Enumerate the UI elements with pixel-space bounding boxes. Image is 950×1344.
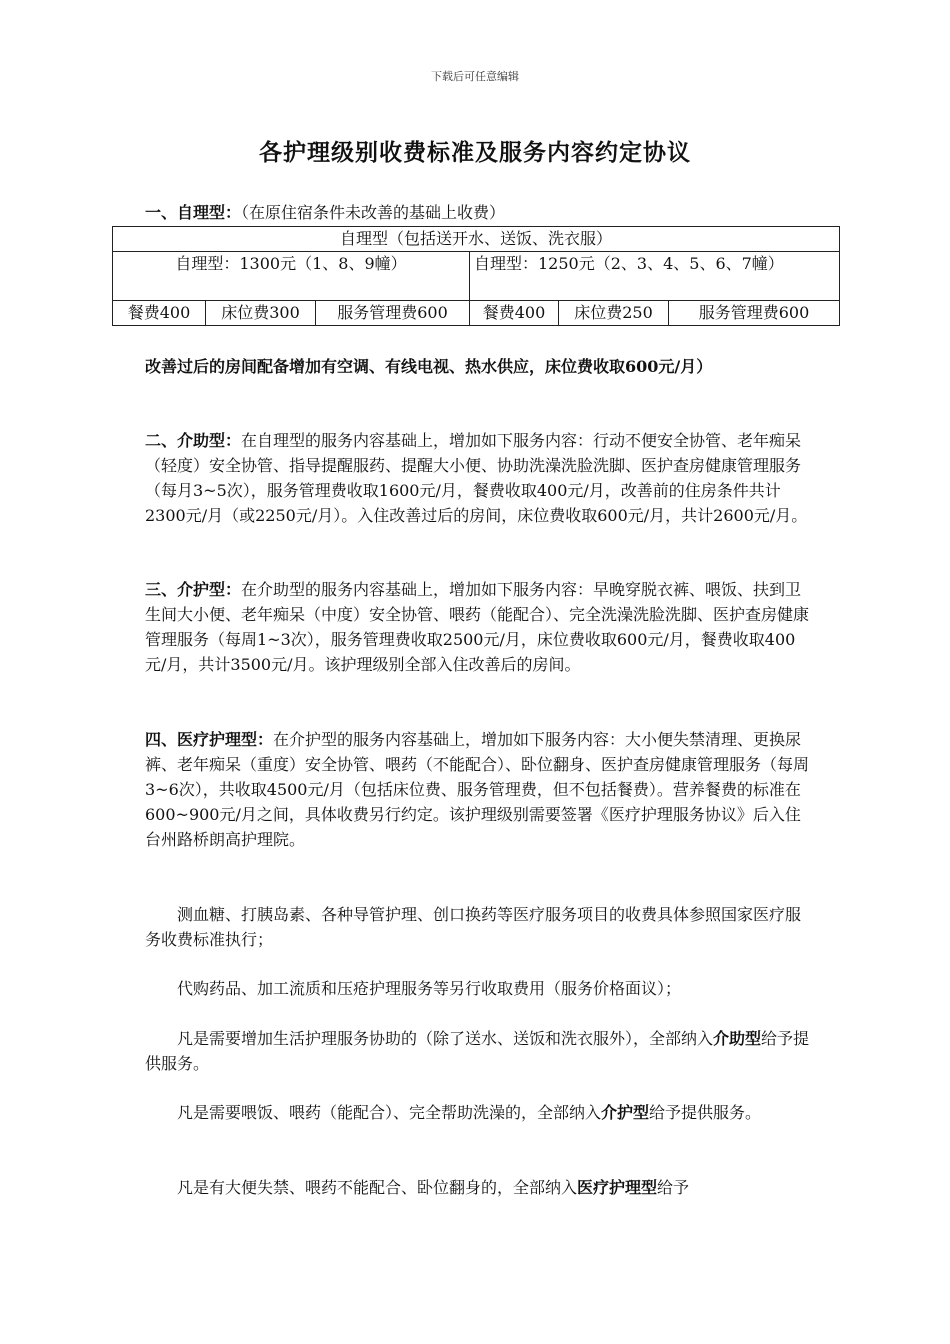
section1-text: （在原住宿条件未改善的基础上收费） <box>241 203 506 222</box>
assist-rule-paragraph <box>145 1026 810 1076</box>
section4-paragraph <box>145 727 810 852</box>
fee-table <box>112 226 840 326</box>
fee-cell: 餐费400 <box>470 301 559 326</box>
section2-paragraph <box>145 428 810 528</box>
assist-rule-text: 凡是需要增加生活护理服务协助的（除了送水、送饭和洗衣服外），全部纳入 <box>177 1029 714 1048</box>
purchase-service-paragraph: 代购药品、加工流质和压疮护理服务等另行收取费用（服务价格面议）； <box>177 979 682 998</box>
fee-cell: 服务管理费600 <box>316 301 470 326</box>
care-rule-paragraph <box>145 1100 810 1125</box>
fee-cell: 床位费250 <box>559 301 669 326</box>
section3-paragraph <box>145 577 810 677</box>
table-row <box>113 252 840 301</box>
group-a-cell: 自理型：1300元（1、8、9幢） <box>113 252 470 301</box>
medcare-rule-level: 医疗护理型 <box>577 1178 658 1197</box>
assist-rule-tail: 给予提供服务。 <box>145 1029 810 1073</box>
group-b-cell: 自理型：1250元（2、3、4、5、6、7幢） <box>470 252 840 301</box>
medcare-rule-text: 凡是有大便失禁、喂药不能配合、卧位翻身的，全部纳入 <box>177 1178 578 1197</box>
medcare-rule-tail: 给予 <box>657 1178 690 1197</box>
table-row <box>113 301 840 326</box>
table-header-cell: 自理型（包括送开水、送饭、洗衣服） <box>113 227 840 252</box>
section1-label: 一、自理型： <box>145 203 242 222</box>
fee-cell: 床位费300 <box>206 301 316 326</box>
care-rule-level: 介护型 <box>601 1103 650 1122</box>
section3-text: 在介助型的服务内容基础上，增加如下服务内容：早晚穿脱衣裤、喂饭、扶到卫生间大小便、老年痴呆（中度）安全协管、喂药（能配合）、完全洗澡洗脸洗脚、医护查房健康管理服务（每周1~3次），服务管理费收取2500元/月，床位费收取600元/月，餐费收取400元/月，共计3500元/月。该护理级别全部入住改善后的房间。 <box>145 580 810 674</box>
section4-text: 在介护型的服务内容基础上，增加如下服务内容：大小便失禁清理、更换尿裤、老年痴呆（重度）安全协管、喂药（不能配合）、卧位翻身、医护查房健康管理服务（每周3~6次），共收取4500元/月（包括床位费、服务管理费，但不包括餐费）。营养餐费的标准在600~900元/月之间，具体收费另行约定。该护理级别需要签署《医疗护理服务协议》后入住台州路桥朗高护理院。 <box>145 730 810 849</box>
section4-label: 四、医疗护理型： <box>145 730 274 749</box>
section1-heading <box>145 200 805 225</box>
assist-rule-level: 介助型 <box>713 1029 762 1048</box>
section3-label: 三、介护型： <box>145 580 242 599</box>
header-note: 下载后可任意编辑 <box>431 70 519 83</box>
table-row <box>113 227 840 252</box>
care-rule-tail: 给予提供服务。 <box>649 1103 762 1122</box>
improved-room-note: 改善过后的房间配备增加有空调、有线电视、热水供应，床位费收取600元/月） <box>145 357 713 376</box>
section2-text: 在自理型的服务内容基础上，增加如下服务内容：行动不便安全协管、老年痴呆（轻度）安全协管、指导提醒服药、提醒大小便、协助洗澡洗脸洗脚、医护查房健康管理服务（每月3~5次），服务管理费收取1600元/月，餐费收取400元/月，改善前的住房条件共计2300元/月（或2250元/月）。入住改善过后的房间，床位费收取600元/月，共计2600元/月。 <box>145 431 808 525</box>
section2-label: 二、介助型： <box>145 431 242 450</box>
fee-cell: 服务管理费600 <box>669 301 840 326</box>
medical-service-paragraph: 测血糖、打胰岛素、各种导管护理、创口换药等医疗服务项目的收费具体参照国家医疗服务收费标准执行； <box>145 905 802 949</box>
care-rule-text: 凡是需要喂饭、喂药（能配合）、完全帮助洗澡的，全部纳入 <box>177 1103 602 1122</box>
page-title: 各护理级别收费标准及服务内容约定协议 <box>259 139 691 166</box>
fee-cell: 餐费400 <box>113 301 206 326</box>
medcare-rule-paragraph <box>145 1175 810 1200</box>
